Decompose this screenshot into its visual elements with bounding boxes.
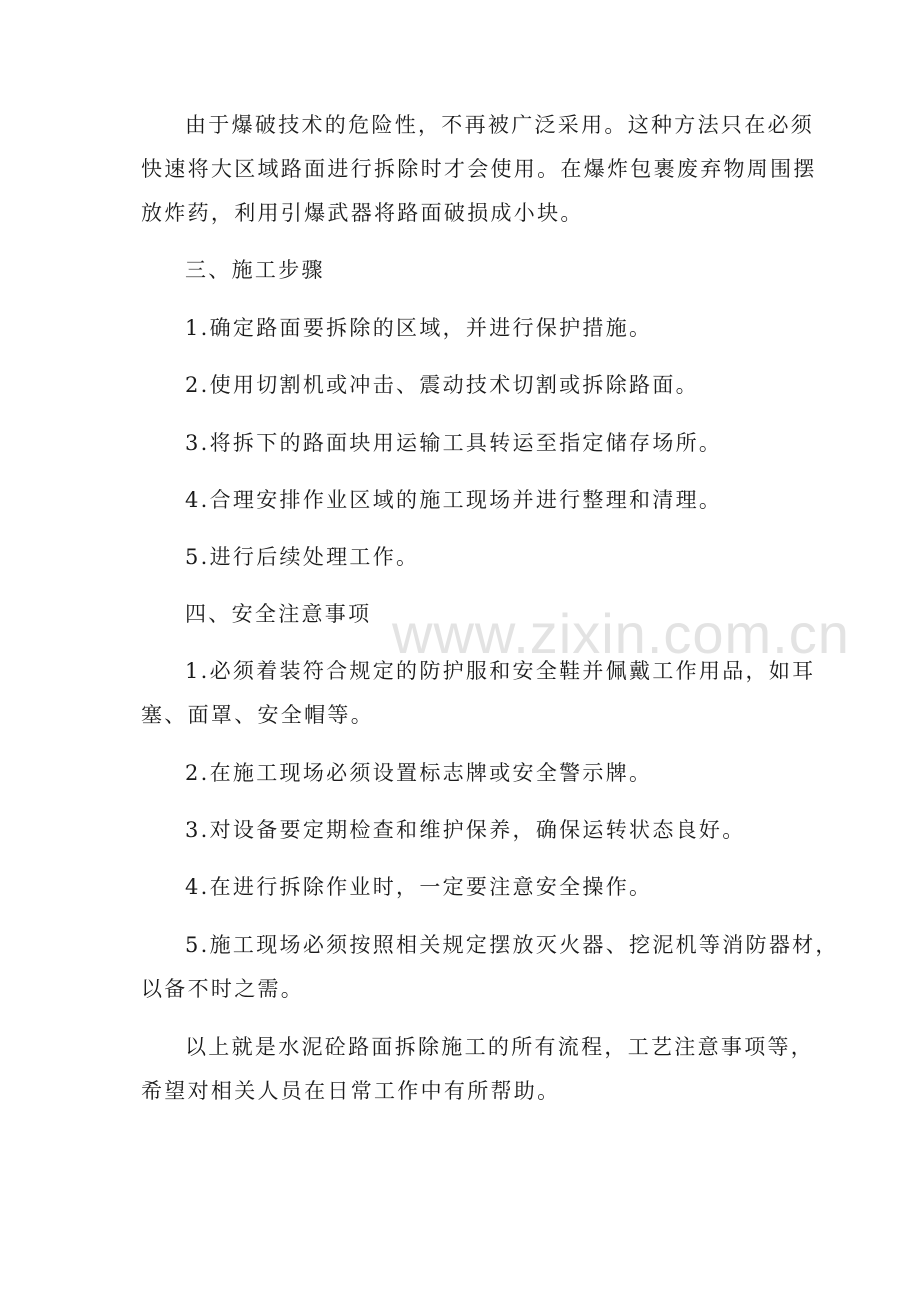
safety-item-1-line-2: 塞、面罩、安全帽等。 (141, 703, 374, 727)
safety-item-3: 3.对设备要定期检查和维护保养，确保运转状态良好。 (185, 818, 746, 842)
step-item-3: 3.将拆下的路面块用运输工具转运至指定储存场所。 (185, 431, 723, 455)
safety-item-2: 2.在施工现场必须设置标志牌或安全警示牌。 (185, 761, 653, 785)
paragraph-1-line-1: 由于爆破技术的危险性，不再被广泛采用。这种方法只在必须 (185, 113, 815, 137)
section-heading-safety: 四、安全注意事项 (185, 602, 372, 626)
section-heading-steps: 三、施工步骤 (185, 258, 325, 282)
paragraph-1-line-3: 放炸药，利用引爆武器将路面破损成小块。 (141, 201, 584, 225)
closing-line-1: 以上就是水泥砼路面拆除施工的所有流程，工艺注意事项等， (185, 1035, 815, 1059)
paragraph-1-line-2: 快速将大区域路面进行拆除时才会使用。在爆炸包裹废弃物周围摆 (141, 157, 817, 181)
safety-item-5-line-2: 以备不时之需。 (141, 977, 305, 1001)
watermark: www.zixin.com.cn (392, 602, 850, 665)
step-item-4: 4.合理安排作业区域的施工现场并进行整理和清理。 (185, 488, 723, 512)
safety-item-4: 4.在进行拆除作业时，一定要注意安全操作。 (185, 875, 653, 899)
closing-line-2: 希望对相关人员在日常工作中有所帮助。 (141, 1079, 561, 1103)
step-item-5: 5.进行后续处理工作。 (185, 545, 420, 569)
step-item-2: 2.使用切割机或冲击、震动技术切割或拆除路面。 (185, 373, 699, 397)
safety-item-5-line-1: 5.施工现场必须按照相关规定摆放灭火器、挖泥机等消防器材， (185, 933, 839, 957)
step-item-1: 1.确定路面要拆除的区域，并进行保护措施。 (185, 316, 653, 340)
safety-item-1-line-1: 1.必须着装符合规定的防护服和安全鞋并佩戴工作用品，如耳 (185, 659, 816, 683)
